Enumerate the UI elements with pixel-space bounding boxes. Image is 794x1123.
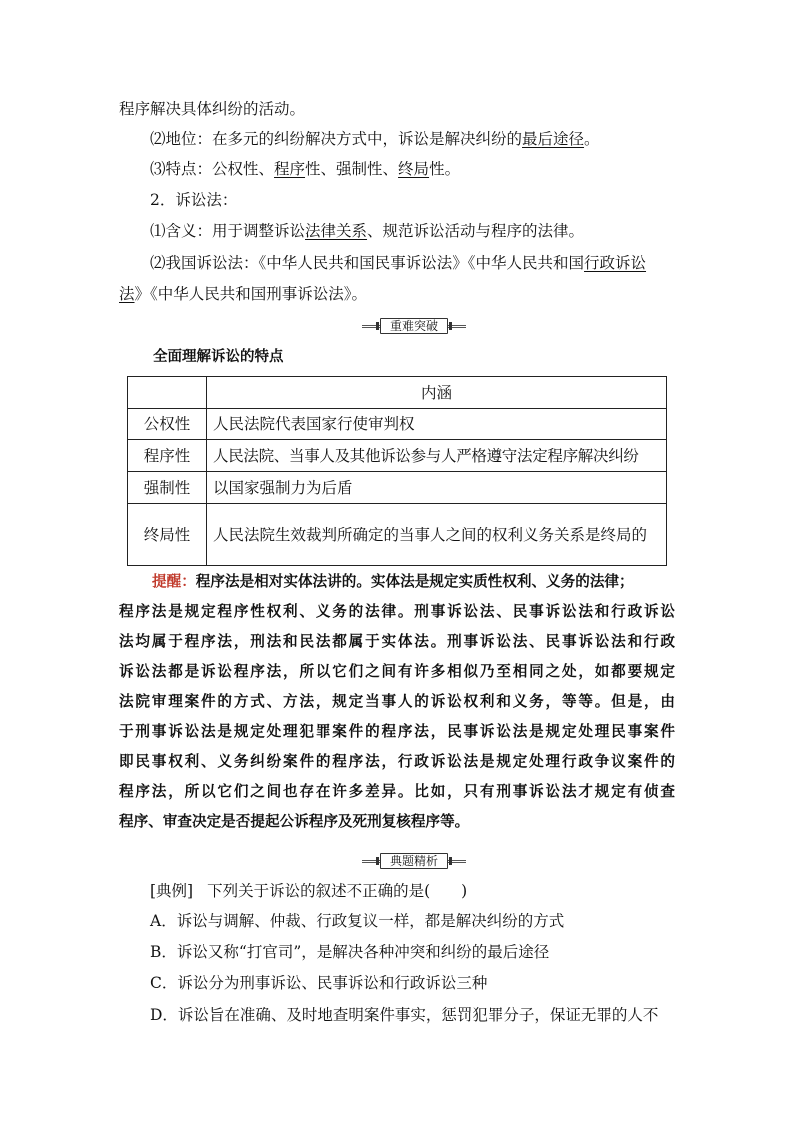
- table-header-cell: 内涵: [207, 377, 667, 409]
- table-cell-value: 人民法院、当事人及其他诉讼参与人严格遵守法定程序解决纠纷: [207, 440, 667, 472]
- question-line: [150, 880, 467, 902]
- table-title: 全面理解诉讼的特点: [153, 349, 284, 365]
- paragraph-line: 程序解决具体纠纷的活动。: [119, 100, 306, 118]
- tip-line: 程序法是规定程序性权利、义务的法律。刑事诉讼法、民事诉讼法和行政诉讼: [119, 603, 675, 620]
- underlined-term: 程序: [274, 160, 306, 178]
- underlined-term: 终局: [398, 160, 430, 178]
- tip-line: [152, 567, 675, 597]
- text: ⑵我国诉讼法：《中华人民共和国民事诉讼法》《中华人民共和国: [150, 254, 585, 272]
- text: ⑴含义：用于调整诉讼: [150, 222, 306, 240]
- underlined-term: 法律关系: [305, 222, 368, 240]
- tip-text: 程序法是相对实体法讲的。实体法是规定实质性权利、义务的法律；: [195, 573, 634, 590]
- tip-block: [119, 567, 675, 837]
- section-heading: 2．诉讼法：: [150, 191, 238, 209]
- tip-line: 程序法，所以它们之间也存在许多差异。比如，只有刑事诉讼法才规定有侦查: [119, 783, 675, 800]
- option-b: B．诉讼又称“打官司”，是解决各种冲突和纠纷的最后途径: [150, 943, 550, 961]
- text: 。: [584, 130, 600, 148]
- table-cell-key: 程序性: [128, 440, 207, 472]
- table-row: [128, 440, 667, 472]
- paragraph-line: [150, 252, 646, 274]
- paragraph-line: [150, 220, 584, 242]
- option-a: A．诉讼与调解、仲裁、行政复议一样，都是解决纠纷的方式: [150, 912, 565, 930]
- option-d: D．诉讼旨在准确、及时地查明案件事实，惩罚犯罪分子，保证无罪的人不: [150, 1006, 659, 1024]
- text: 性、强制性、: [305, 160, 399, 178]
- text: 性。: [429, 160, 461, 178]
- table-cell-value: 人民法院生效裁判所确定的当事人之间的权利义务关系是终局的: [207, 504, 667, 566]
- question-text: 下列关于诉讼的叙述不正确的是( ): [207, 882, 468, 900]
- tip-line: 于刑事诉讼法是规定处理犯罪案件的程序法，民事诉讼法是规定处理民事案件: [119, 723, 675, 740]
- text: ⑵地位：在多元的纠纷解决方式中，诉讼是解决纠纷的: [150, 130, 523, 148]
- paragraph-line: [150, 128, 600, 150]
- tip-line: 程序、审查决定是否提起公诉程序及死刑复核程序等。: [119, 813, 470, 830]
- tip-line: 即民事权利、义务纠纷案件的程序法，行政诉讼法是规定处理行政争议案件的: [119, 753, 675, 770]
- paragraph-line: [119, 283, 367, 305]
- table-cell-value: 以国家强制力为后盾: [207, 472, 667, 504]
- paragraph-line: [150, 158, 460, 180]
- table-cell-key: 强制性: [128, 472, 207, 504]
- features-table: [127, 376, 667, 566]
- table-row: [128, 409, 667, 440]
- text: 、规范诉讼活动与程序的法律。: [367, 222, 585, 240]
- table-row: [128, 504, 667, 566]
- underlined-term: 法: [119, 285, 135, 303]
- table-cell-value: 人民法院代表国家行使审判权: [207, 409, 667, 440]
- tip-line: 法院审理案件的方式、方法，规定当事人的诉讼权利和义务，等等。但是，由: [119, 693, 675, 710]
- table-row: [128, 472, 667, 504]
- tip-label: 提醒：: [152, 573, 196, 590]
- section-banner: [362, 318, 466, 334]
- option-c: C．诉讼分为刑事诉讼、民事诉讼和行政诉讼三种: [150, 974, 488, 992]
- section-banner: [362, 853, 466, 869]
- underlined-term: 行政诉讼: [584, 254, 647, 272]
- table-cell-key: 终局性: [128, 504, 207, 566]
- tip-line: 诉讼法都是诉讼程序法，所以它们之间有许多相似乃至相同之处，如都要规定: [119, 663, 675, 680]
- table-header-cell: [128, 377, 207, 409]
- table-header-row: [128, 377, 667, 409]
- text: 》《中华人民共和国刑事诉讼法》。: [134, 285, 368, 303]
- banner-label: 重难突破: [380, 318, 448, 334]
- question-label: [典例]: [150, 882, 194, 900]
- banner-label: 典题精析: [380, 853, 448, 869]
- table-cell-key: 公权性: [128, 409, 207, 440]
- underlined-term: 最后途径: [522, 130, 585, 148]
- tip-line: 法均属于程序法，刑法和民法都属于实体法。刑事诉讼法、民事诉讼法和行政: [119, 633, 675, 650]
- text: ⑶特点：公权性、: [150, 160, 275, 178]
